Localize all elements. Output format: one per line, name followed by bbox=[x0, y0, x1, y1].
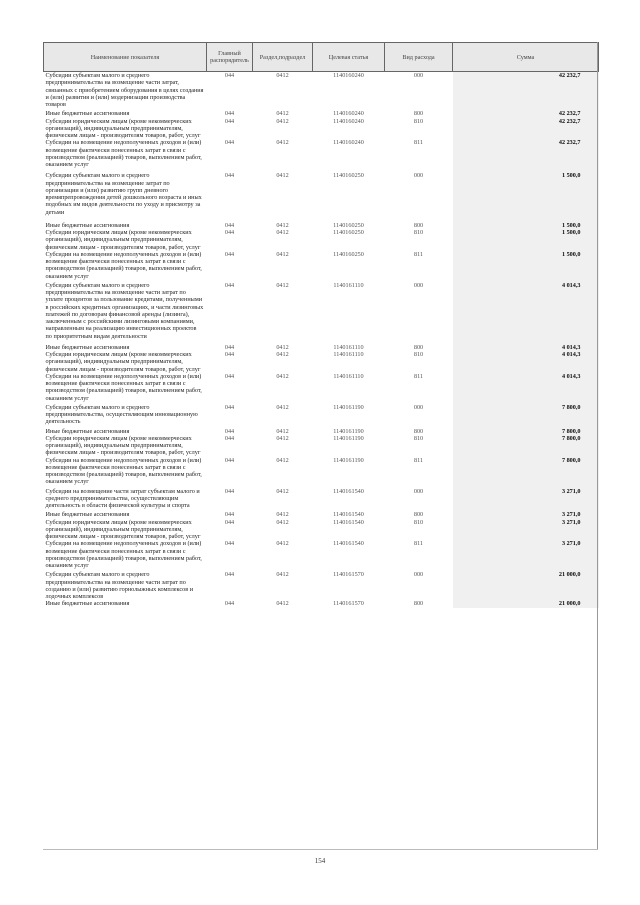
cell-exptype: 810 bbox=[413, 351, 424, 358]
cell-target: 1140160250 bbox=[333, 221, 364, 229]
cell-name: Иные бюджетные ассигнования bbox=[45, 110, 130, 118]
cell-target: 1140160240 bbox=[333, 110, 364, 118]
cell-exptype: 000 bbox=[413, 72, 424, 79]
cell-exptype: 000 bbox=[413, 571, 424, 579]
cell-target: 1140161110 bbox=[333, 343, 364, 351]
cell-target: 1140160240 bbox=[333, 139, 364, 147]
cell-admin: 044 bbox=[224, 343, 235, 351]
cell-section: 0412 bbox=[276, 351, 289, 358]
table-row bbox=[44, 344, 599, 351]
cell-name: Субсидии юридическим лицам (кроме некоммерческих организаций), индивидуальным предпринимателям, физическим лицам - производителям товаров, работ, услуг bbox=[45, 117, 201, 139]
table-row bbox=[44, 428, 599, 435]
table-header bbox=[44, 43, 599, 72]
header-target: Целевая статья bbox=[313, 43, 385, 72]
cell-sum: 42 232,7 bbox=[453, 139, 599, 172]
header-name: Наименование показателя bbox=[44, 43, 207, 72]
cell-section: 0412 bbox=[276, 571, 289, 579]
cell-exptype: 000 bbox=[413, 403, 424, 411]
cell-name: Субсидии юридическим лицам (кроме некоммерческих организаций), индивидуальным предпринимателям, физическим лицам - производителям товаров, работ, услуг bbox=[45, 229, 201, 251]
cell-exptype: 000 bbox=[413, 281, 424, 289]
header-admin: Главный распорядитель bbox=[207, 43, 253, 72]
cell-sum: 7 800,0 bbox=[453, 457, 599, 488]
table-row bbox=[44, 251, 599, 282]
table-row bbox=[44, 118, 599, 140]
table-row bbox=[44, 229, 599, 251]
cell-exptype: 800 bbox=[413, 427, 424, 435]
cell-name: Субсидии юридическим лицам (кроме некоммерческих организаций), индивидуальным предпринимателям, физическим лицам - производителям товаров, работ, услуг bbox=[45, 518, 201, 540]
cell-name: Субсидии субъектам малого и среднего предпринимательства на возмещение части затрат по уплате процентов за пользование кредитами, полученными в российских кредитных организациях, и части лизинговых платежей по договорам финансовой аренды (лизинга), заключенным с российскими лизинговыми компаниями, направленным на реализацию инвестиционных проектов по приоритетным видам деятельности bbox=[45, 281, 204, 340]
cell-admin: 044 bbox=[224, 139, 235, 147]
cell-name: Субсидии юридическим лицам (кроме некоммерческих организаций), индивидуальным предпринимателям, физическим лицам - производителям товаров, работ, услуг bbox=[45, 351, 201, 373]
cell-name: Субсидии субъектам малого и среднего предпринимательства на возмещение затрат по организации и (или) развитию групп дневного времяпрепровождения детей дошкольного возраста и иных подобных им видов деятельности по уходу и присмотру за детьми bbox=[45, 172, 202, 216]
table-row bbox=[44, 488, 599, 512]
cell-name: Субсидии на возмещение недополученных доходов и (или) возмещение фактически понесенных затрат в связи с производством (реализацией) товаров, выполнением работ, оказанием услуг bbox=[45, 372, 202, 402]
cell-section: 0412 bbox=[276, 518, 289, 526]
cell-section: 0412 bbox=[276, 511, 289, 519]
table-row bbox=[44, 571, 599, 600]
table-row bbox=[44, 600, 599, 607]
cell-sum: 21 000,0 bbox=[453, 600, 599, 607]
cell-section: 0412 bbox=[276, 72, 289, 79]
cell-sum: 42 232,7 bbox=[453, 110, 599, 117]
cell-target: 1140161540 bbox=[333, 518, 364, 526]
cell-exptype: 800 bbox=[413, 221, 424, 229]
cell-exptype: 811 bbox=[413, 139, 424, 147]
cell-section: 0412 bbox=[276, 229, 289, 236]
cell-name: Субсидии на возмещение недополученных доходов и (или) возмещение фактически понесенных затрат в связи с производством (реализацией) товаров, выполнением работ, оказанием услуг bbox=[45, 250, 202, 280]
cell-sum: 7 800,0 bbox=[453, 404, 599, 428]
header-exptype: Вид расхода bbox=[385, 43, 453, 72]
cell-target: 1140160250 bbox=[333, 250, 364, 258]
cell-admin: 044 bbox=[224, 487, 235, 495]
cell-admin: 044 bbox=[224, 250, 235, 258]
cell-name: Иные бюджетные ассигнования bbox=[45, 600, 130, 608]
cell-target: 1140161570 bbox=[333, 600, 364, 608]
table-bottom-border bbox=[43, 849, 598, 850]
cell-sum: 3 271,0 bbox=[453, 488, 599, 512]
cell-name: Иные бюджетные ассигнования bbox=[45, 511, 130, 519]
cell-section: 0412 bbox=[276, 434, 289, 442]
cell-target: 1140161570 bbox=[333, 571, 364, 579]
budget-table bbox=[43, 42, 599, 608]
cell-exptype: 811 bbox=[413, 250, 424, 258]
cell-section: 0412 bbox=[276, 110, 289, 118]
cell-target: 1140161110 bbox=[333, 281, 364, 289]
cell-admin: 044 bbox=[224, 229, 235, 236]
cell-exptype: 800 bbox=[413, 343, 424, 351]
cell-section: 0412 bbox=[276, 139, 289, 147]
cell-sum: 3 271,0 bbox=[453, 511, 599, 518]
table-row bbox=[44, 222, 599, 229]
cell-sum: 1 500,0 bbox=[453, 172, 599, 222]
cell-target: 1140160240 bbox=[333, 72, 364, 79]
cell-sum: 7 800,0 bbox=[453, 428, 599, 435]
cell-name: Иные бюджетные ассигнования bbox=[45, 427, 130, 435]
cell-section: 0412 bbox=[276, 172, 289, 180]
cell-section: 0412 bbox=[276, 281, 289, 289]
cell-sum: 4 014,3 bbox=[453, 282, 599, 344]
cell-sum: 42 232,7 bbox=[453, 118, 599, 140]
cell-exptype: 810 bbox=[413, 229, 424, 236]
cell-section: 0412 bbox=[276, 427, 289, 435]
table-row bbox=[44, 373, 599, 404]
table-row bbox=[44, 404, 599, 428]
cell-target: 1140160250 bbox=[333, 172, 364, 180]
cell-section: 0412 bbox=[276, 456, 289, 464]
cell-sum: 1 500,0 bbox=[453, 222, 599, 229]
cell-sum: 3 271,0 bbox=[453, 540, 599, 571]
table-row bbox=[44, 351, 599, 373]
cell-admin: 044 bbox=[224, 403, 235, 411]
table-body bbox=[44, 72, 599, 608]
cell-name: Субсидии субъектам малого и среднего предпринимательства, осуществляющим инновационную деятельность bbox=[45, 403, 198, 426]
cell-admin: 044 bbox=[224, 281, 235, 289]
cell-exptype: 811 bbox=[413, 372, 424, 380]
cell-section: 0412 bbox=[276, 600, 289, 608]
cell-name: Субсидии субъектам малого и среднего предпринимательства на возмещение части затрат, связанных с приобретением оборудования в целях создания и (или) развития и (или) модернизации производства товаров bbox=[45, 72, 204, 108]
cell-section: 0412 bbox=[276, 540, 289, 548]
cell-admin: 044 bbox=[224, 511, 235, 519]
cell-admin: 044 bbox=[224, 221, 235, 229]
cell-name: Субсидии на возмещение части затрат субъектам малого и среднего предпринимательства, осуществляющим деятельность в области физической культуры и спорта bbox=[45, 487, 200, 509]
cell-sum: 4 014,3 bbox=[453, 344, 599, 351]
table-row bbox=[44, 282, 599, 344]
cell-admin: 044 bbox=[224, 427, 235, 435]
cell-admin: 044 bbox=[224, 540, 235, 548]
cell-exptype: 800 bbox=[413, 600, 424, 608]
cell-exptype: 810 bbox=[413, 117, 424, 125]
cell-exptype: 810 bbox=[413, 518, 424, 526]
table-row bbox=[44, 72, 599, 111]
budget-table-container bbox=[43, 42, 598, 608]
cell-section: 0412 bbox=[276, 372, 289, 380]
cell-sum: 3 271,0 bbox=[453, 519, 599, 541]
cell-admin: 044 bbox=[224, 351, 235, 358]
table-row bbox=[44, 435, 599, 457]
cell-target: 1140160250 bbox=[333, 229, 364, 236]
header-section: Раздел,подраздел bbox=[253, 43, 313, 72]
cell-name: Субсидии на возмещение недополученных доходов и (или) возмещение фактически понесенных затрат в связи с производством (реализацией) товаров, выполнением работ, оказанием услуг bbox=[45, 139, 202, 168]
cell-exptype: 000 bbox=[413, 487, 424, 495]
table-row bbox=[44, 139, 599, 172]
table-row bbox=[44, 540, 599, 571]
cell-name: Иные бюджетные ассигнования bbox=[45, 221, 130, 229]
cell-sum: 21 000,0 bbox=[453, 571, 599, 600]
cell-exptype: 811 bbox=[413, 540, 424, 548]
cell-sum: 42 232,7 bbox=[453, 72, 599, 111]
cell-admin: 044 bbox=[224, 172, 235, 180]
cell-admin: 044 bbox=[224, 456, 235, 464]
cell-section: 0412 bbox=[276, 487, 289, 495]
cell-admin: 044 bbox=[224, 571, 235, 579]
cell-name: Субсидии на возмещение недополученных доходов и (или) возмещение фактически понесенных затрат в связи с производством (реализацией) товаров, выполнением работ, оказанием услуг bbox=[45, 456, 202, 486]
cell-exptype: 811 bbox=[413, 456, 424, 464]
cell-section: 0412 bbox=[276, 250, 289, 258]
cell-target: 1140161190 bbox=[333, 434, 364, 442]
cell-name: Субсидии субъектам малого и среднего предпринимательства на возмещение части затрат по созданию и (или) развитию горнолыжных комплексов и лодочных комплексов bbox=[45, 571, 194, 600]
cell-sum: 4 014,3 bbox=[453, 373, 599, 404]
cell-sum: 4 014,3 bbox=[453, 351, 599, 373]
header-sum: Сумма bbox=[453, 43, 599, 72]
cell-exptype: 810 bbox=[413, 434, 424, 442]
cell-target: 1140161190 bbox=[333, 403, 364, 411]
cell-target: 1140161190 bbox=[333, 456, 364, 464]
cell-target: 1140161540 bbox=[333, 511, 364, 519]
cell-exptype: 800 bbox=[413, 110, 424, 118]
cell-exptype: 000 bbox=[413, 172, 424, 180]
page-number: 154 bbox=[314, 857, 326, 865]
cell-section: 0412 bbox=[276, 117, 289, 125]
cell-section: 0412 bbox=[276, 403, 289, 411]
cell-sum: 1 500,0 bbox=[453, 229, 599, 251]
cell-admin: 044 bbox=[224, 600, 235, 608]
table-row bbox=[44, 519, 599, 541]
table-row bbox=[44, 457, 599, 488]
cell-target: 1140161540 bbox=[333, 540, 364, 548]
cell-admin: 044 bbox=[224, 372, 235, 380]
cell-sum: 7 800,0 bbox=[453, 435, 599, 457]
cell-admin: 044 bbox=[224, 117, 235, 125]
cell-admin: 044 bbox=[224, 110, 235, 118]
cell-target: 1140161190 bbox=[333, 427, 364, 435]
cell-target: 1140161110 bbox=[333, 351, 364, 358]
cell-section: 0412 bbox=[276, 343, 289, 351]
table-right-border bbox=[597, 42, 598, 850]
table-row bbox=[44, 511, 599, 518]
cell-name: Иные бюджетные ассигнования bbox=[45, 343, 130, 351]
cell-target: 1140160240 bbox=[333, 117, 364, 125]
cell-exptype: 800 bbox=[413, 511, 424, 519]
cell-section: 0412 bbox=[276, 221, 289, 229]
table-row bbox=[44, 172, 599, 222]
table-row bbox=[44, 110, 599, 117]
cell-admin: 044 bbox=[224, 518, 235, 526]
cell-target: 1140161540 bbox=[333, 487, 364, 495]
cell-name: Субсидии юридическим лицам (кроме некоммерческих организаций), индивидуальным предпринимателям, физическим лицам - производителям товаров, работ, услуг bbox=[45, 434, 201, 457]
cell-name: Субсидии на возмещение недополученных доходов и (или) возмещение фактически понесенных затрат в связи с производством (реализацией) товаров, выполнением работ, оказанием услуг bbox=[45, 540, 202, 569]
cell-target: 1140161110 bbox=[333, 372, 364, 380]
cell-admin: 044 bbox=[224, 434, 235, 442]
cell-admin: 044 bbox=[224, 72, 235, 79]
cell-sum: 1 500,0 bbox=[453, 251, 599, 282]
